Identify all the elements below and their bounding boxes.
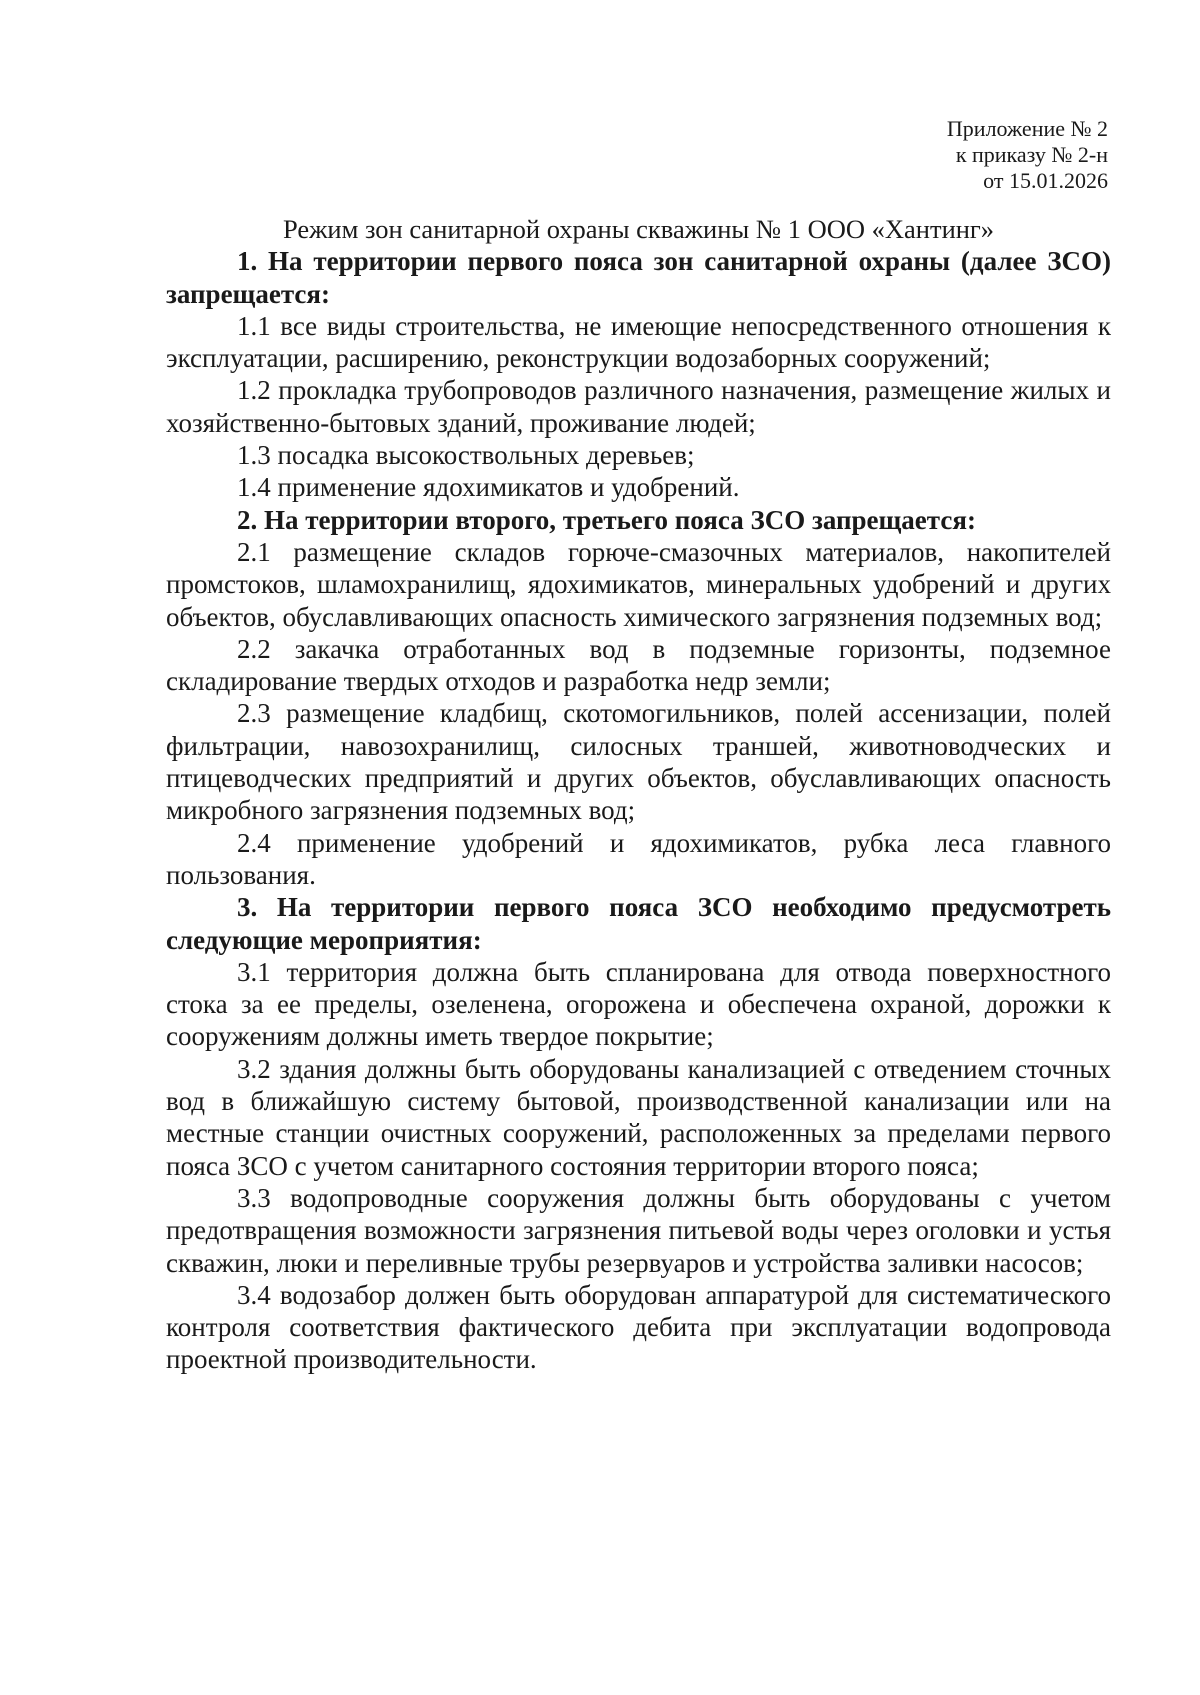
list-item-2-3: 2.3 размещение кладбищ, скотомогильников, полей ассенизации, полей фильтрации, навозохранилищ, силосных траншей, животноводческих и птицеводческих предприятий и других объектов, обуславливающих опасность микробного загрязнения подземных вод;	[166, 698, 1111, 826]
list-item-2-2: 2.2 закачка отработанных вод в подземные горизонты, подземное складирование твердых отходов и разработка недр земли;	[166, 633, 1111, 697]
list-item-3-3: 3.3 водопроводные сооружения должны быть оборудованы с учетом предотвращения возможности загрязнения питьевой воды через оголовки и устья скважин, люки и переливные трубы резервуаров и устройства заливки насосов;	[166, 1182, 1111, 1278]
appendix-number: Приложение № 2	[946, 116, 1108, 141]
list-item-3-2: 3.2 здания должны быть оборудованы канализацией с отведением сточных вод в ближайшую систему бытовой, производственной канализации или на местные станции очистных сооружений, расположенных за пределами первого пояса ЗСО с учетом санитарного состояния территории второго пояса;	[166, 1053, 1111, 1181]
document-body	[166, 213, 1111, 1376]
list-item-1-3: 1.3 посадка высокоствольных деревьев;	[237, 440, 695, 471]
list-item-1-1: 1.1 все виды строительства, не имеющие непосредственного отношения к эксплуатации, расширению, реконструкции водозаборных сооружений;	[166, 310, 1111, 374]
section-heading-3: 3. На территории первого пояса ЗСО необходимо предусмотреть следующие мероприятия:	[166, 892, 1111, 955]
section-heading-2: 2. На территории второго, третьего пояса ЗСО запрещается:	[237, 504, 976, 535]
appendix-order-ref: к приказу № 2-н	[955, 142, 1108, 167]
appendix-date: от 15.01.2026	[983, 168, 1108, 193]
appendix-header	[708, 116, 1108, 194]
list-item-3-4: 3.4 водозабор должен быть оборудован аппаратурой для систематического контроля соответствия фактического дебита при эксплуатации водопровода проектной производительности.	[166, 1279, 1111, 1375]
list-item-1-4: 1.4 применение ядохимикатов и удобрений.	[237, 472, 740, 503]
list-item-1-2: 1.2 прокладка трубопроводов различного назначения, размещение жилых и хозяйственно-бытовых зданий, проживание людей;	[166, 375, 1111, 438]
list-item-2-1: 2.1 размещение складов горюче-смазочных материалов, накопителей промстоков, шламохранилищ, ядохимикатов, минеральных удобрений и других объектов, обуславливающих опасность химического загрязнения подземных вод;	[166, 536, 1111, 632]
document-title: Режим зон санитарной охраны скважины № 1 ООО «Хантинг»	[282, 214, 995, 244]
section-heading-1: 1. На территории первого пояса зон санитарной охраны (далее ЗСО) запрещается:	[166, 246, 1111, 309]
list-item-3-1: 3.1 территория должна быть спланирована для отвода поверхностного стока за ее пределы, озеленена, огорожена и обеспечена охраной, дорожки к сооружениям должны иметь твердое покрытие;	[166, 956, 1111, 1052]
list-item-2-4: 2.4 применение удобрений и ядохимикатов, рубка леса главного пользования.	[166, 827, 1111, 890]
